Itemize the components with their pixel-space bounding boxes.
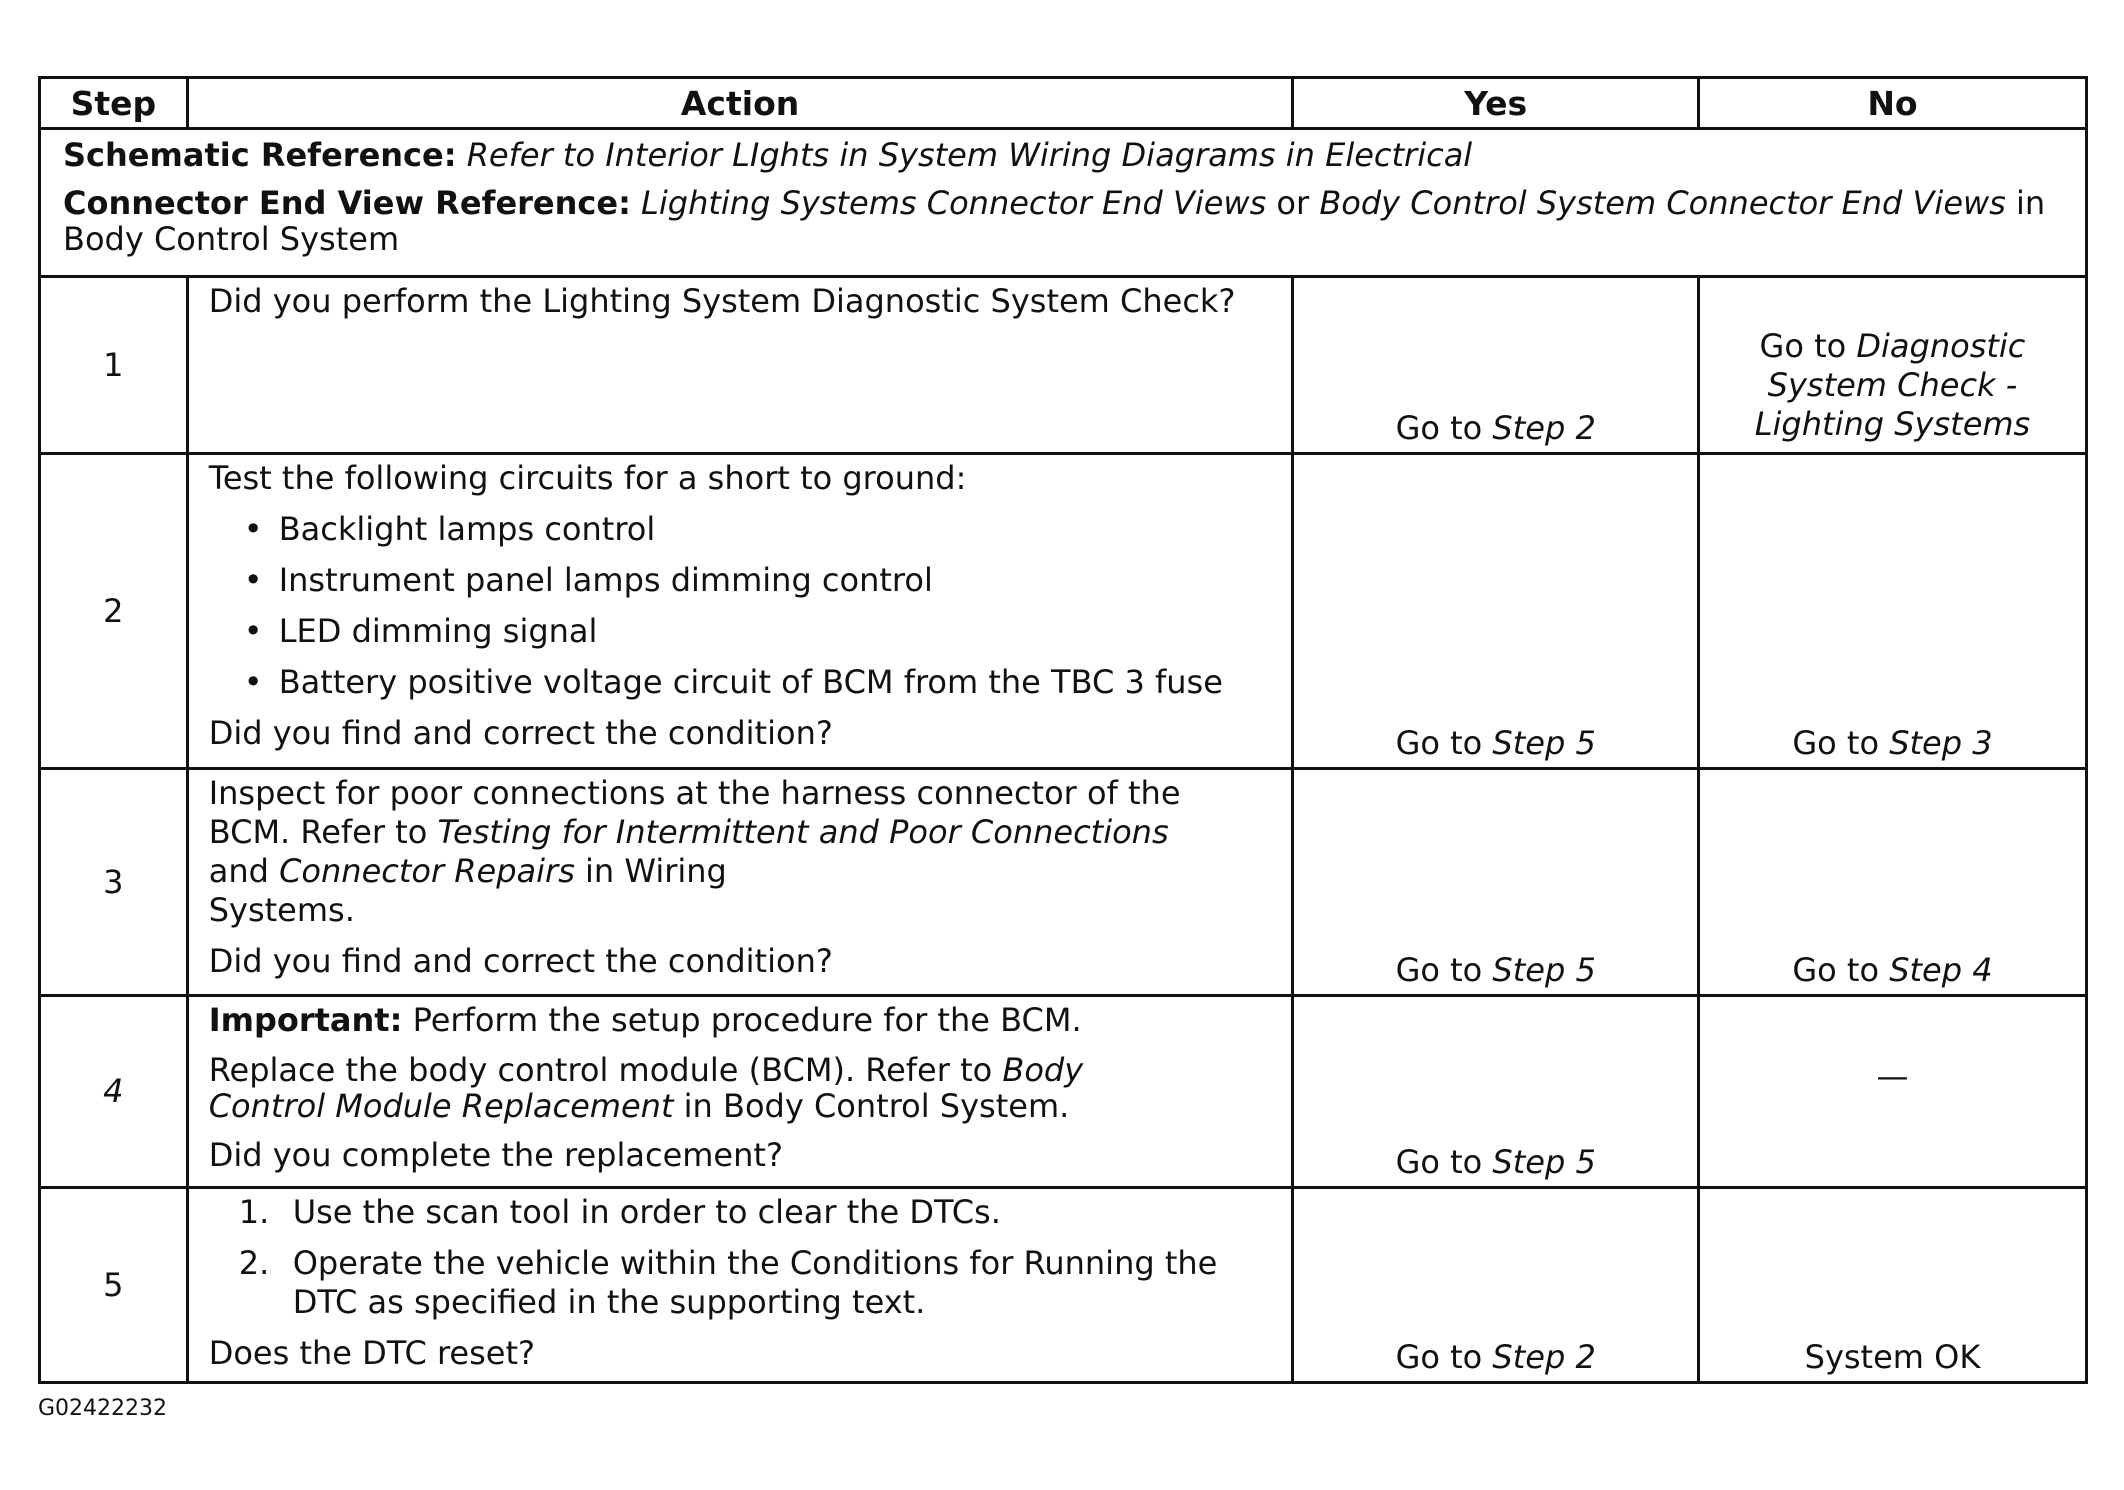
connector-reference-tail: in Body Control System — [63, 184, 2046, 258]
step-intro: Test the following circuits for a short to ground: — [208, 459, 967, 497]
circuit-list — [209, 510, 1272, 702]
yes-target: Step 5 — [1492, 724, 1596, 762]
schematic-reference-text: Refer to Interior LIghts in System Wiring Diagrams in Electrical — [466, 136, 1473, 174]
yes-prefix: Go to — [1395, 409, 1483, 447]
header-action: Action — [187, 78, 1293, 129]
list-item: 1. Use the scan tool in order to clear the DTCs. — [238, 1193, 1001, 1231]
step-number: 5 — [40, 1188, 188, 1383]
step-instruction: Replace the body control module (BCM). Refer to Body Control Module Replacement in Body Control System. — [208, 1051, 1084, 1125]
connector-reference-or: or — [1276, 184, 1310, 222]
header-yes: Yes — [1293, 78, 1698, 129]
step-action — [187, 996, 1293, 1188]
yes-target: Step 5 — [1492, 951, 1596, 989]
header-no: No — [1698, 78, 2086, 129]
step-yes — [1293, 996, 1698, 1188]
step-number: 1 — [40, 277, 188, 454]
yes-target: Step 2 — [1492, 1338, 1596, 1376]
schematic-reference — [63, 136, 2065, 175]
diagnostic-table — [38, 76, 2088, 1384]
step-action — [187, 454, 1293, 769]
step-question: Did you find and correct the condition? — [208, 714, 833, 752]
step-number: 3 — [40, 769, 188, 996]
step-no — [1698, 454, 2086, 769]
schematic-reference-label: Schematic Reference: — [63, 136, 457, 174]
header-step: Step — [40, 78, 188, 129]
no-prefix: Go to — [1792, 951, 1880, 989]
yes-prefix: Go to — [1395, 1143, 1483, 1181]
step-question: Does the DTC reset? — [208, 1334, 535, 1372]
connector-reference-link-2: Body Control System Connector End Views — [1319, 184, 2006, 222]
step-question: Did you find and correct the condition? — [208, 942, 833, 980]
step-yes — [1293, 1188, 1698, 1383]
step-row-1 — [40, 277, 2087, 454]
step-row-4 — [40, 996, 2087, 1188]
yes-target: Step 5 — [1492, 1143, 1596, 1181]
important-text: Perform the setup procedure for the BCM. — [412, 1001, 1082, 1039]
step-row-5 — [40, 1188, 2087, 1383]
step-number: 4 — [40, 996, 188, 1188]
figure-id: G02422232 — [38, 1396, 168, 1421]
yes-prefix: Go to — [1395, 724, 1483, 762]
no-target: Diagnostic System Check - Lighting Systems — [1754, 327, 2031, 443]
yes-prefix: Go to — [1395, 951, 1483, 989]
step-number: 2 — [40, 454, 188, 769]
step-action — [187, 769, 1293, 996]
procedure-list — [209, 1193, 1272, 1322]
step-yes — [1293, 277, 1698, 454]
no-prefix: Go to — [1759, 327, 1847, 365]
list-item: • Instrument panel lamps dimming control — [243, 561, 933, 599]
step-row-2 — [40, 454, 2087, 769]
reference-row — [40, 129, 2087, 277]
step-no — [1698, 277, 2086, 454]
no-target: Step 4 — [1889, 951, 1993, 989]
list-item: 2. Operate the vehicle within the Conditions for Running the DTC as specified in the supporting text. — [238, 1244, 1218, 1321]
important-note — [209, 1001, 1272, 1040]
step-yes — [1293, 454, 1698, 769]
yes-prefix: Go to — [1395, 1338, 1483, 1376]
step-yes — [1293, 769, 1698, 996]
yes-target: Step 2 — [1492, 409, 1596, 447]
no-dash: — — [1876, 1057, 1909, 1095]
no-prefix: Go to — [1792, 724, 1880, 762]
reference-link: Connector Repairs — [279, 852, 575, 890]
step-no — [1698, 1188, 2086, 1383]
no-target: Step 3 — [1889, 724, 1993, 762]
reference-link: Testing for Intermittent and Poor Connections — [437, 813, 1169, 851]
step-action — [187, 277, 1293, 454]
step-row-3 — [40, 769, 2087, 996]
list-item: • Backlight lamps control — [243, 510, 656, 548]
no-result: System OK — [1804, 1338, 1981, 1376]
step-action — [187, 1188, 1293, 1383]
list-item: • LED dimming signal — [243, 612, 598, 650]
important-label: Important: — [208, 1001, 403, 1039]
list-item: • Battery positive voltage circuit of BCM from the TBC 3 fuse — [243, 663, 1223, 701]
reference-link: Body Control Module Replacement — [208, 1051, 1084, 1125]
connector-reference-label: Connector End View Reference: — [63, 184, 631, 222]
step-no — [1698, 996, 2086, 1188]
reference-cell — [40, 129, 2087, 277]
step-question: Did you complete the replacement? — [208, 1136, 783, 1174]
connector-reference-link-1: Lighting Systems Connector End Views — [641, 184, 1267, 222]
step-instruction: Inspect for poor connections at the harness connector of the BCM. Refer to Testing for Intermittent and Poor Connections and Connector Repairs in Wiring Systems. — [208, 774, 1181, 929]
connector-reference — [63, 185, 2065, 257]
header-row — [40, 78, 2087, 129]
step-no — [1698, 769, 2086, 996]
step-question: Did you perform the Lighting System Diagnostic System Check? — [208, 282, 1236, 320]
